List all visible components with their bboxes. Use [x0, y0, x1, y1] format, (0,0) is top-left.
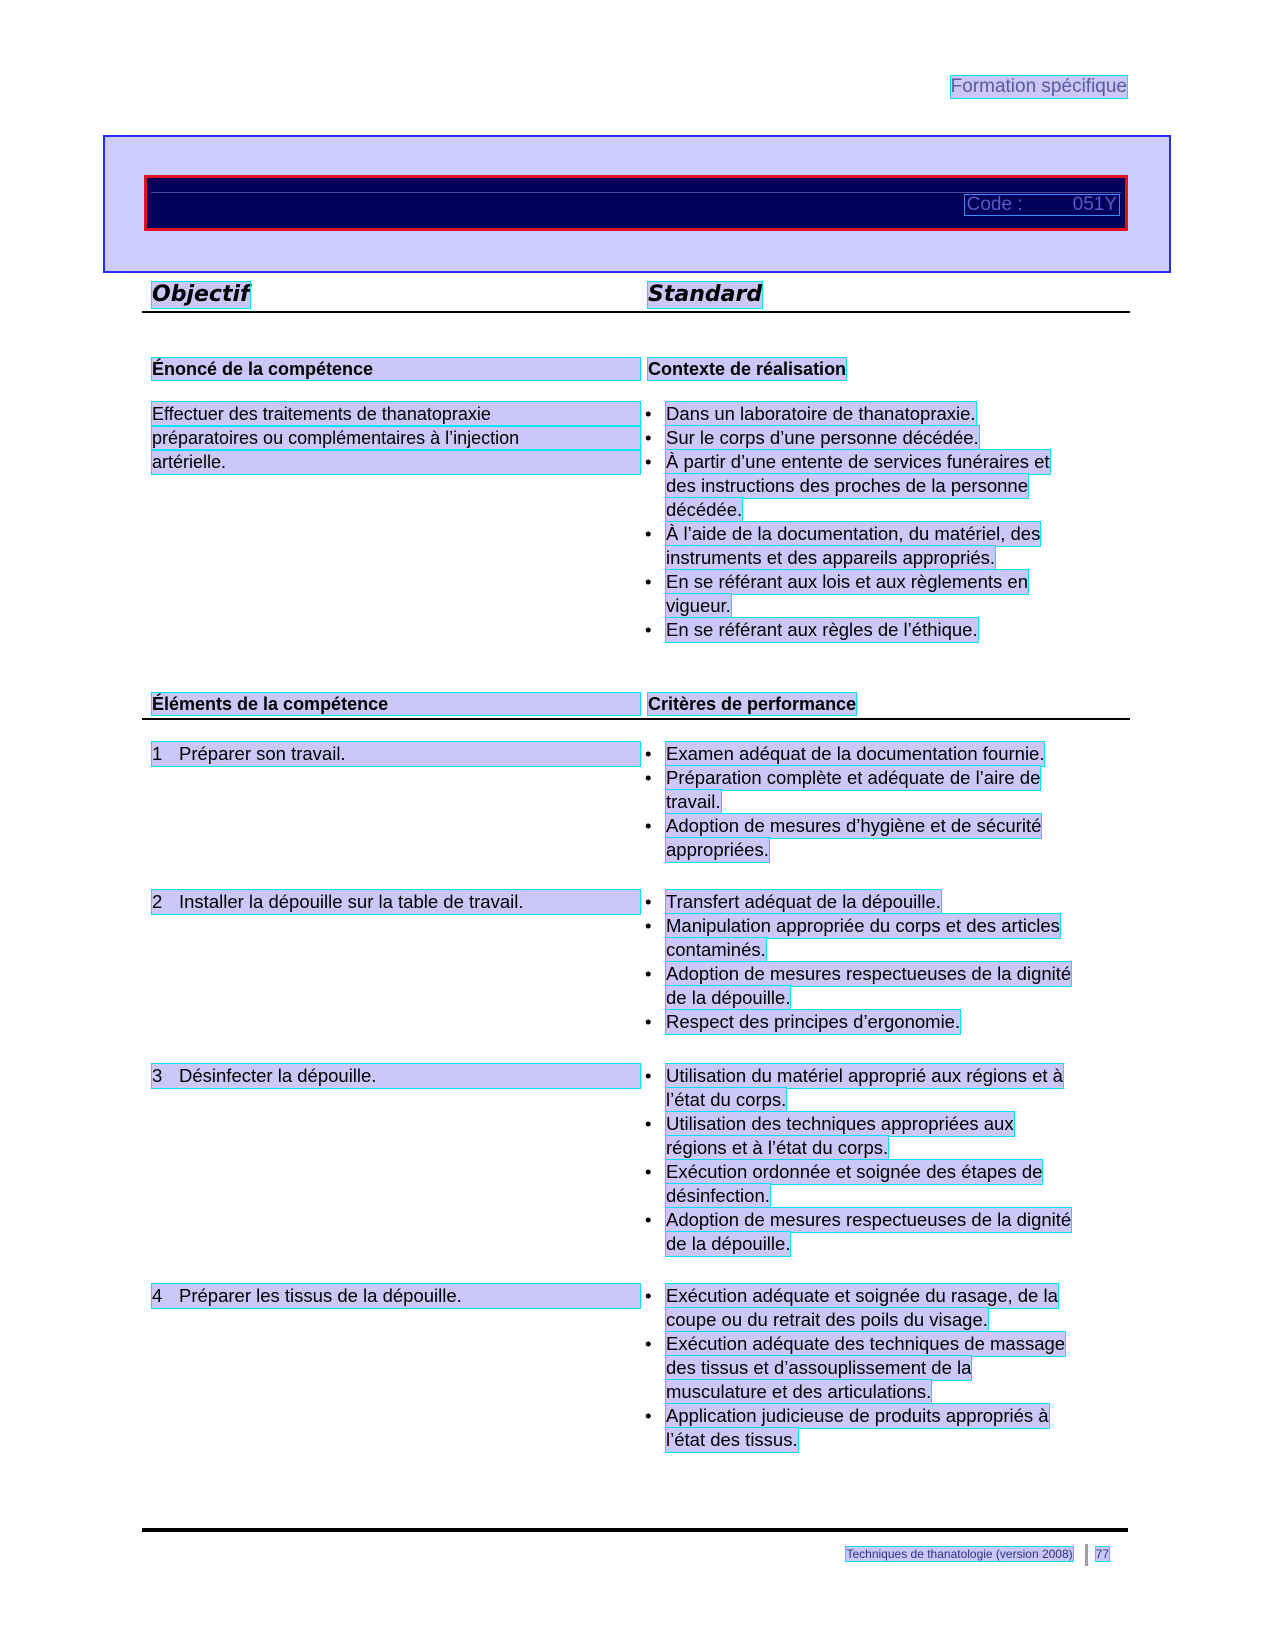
element-label: Désinfecter la dépouille.	[179, 1065, 377, 1086]
item-line: contaminés.	[666, 939, 766, 960]
item-line: Utilisation des techniques appropriées aux	[666, 1113, 1014, 1134]
item-line: travail.	[666, 791, 721, 812]
page-number: 77	[1095, 1547, 1109, 1562]
item-line: À l’aide de la documentation, du matériel, des	[666, 523, 1041, 544]
item-line: Examen adéquat de la documentation fournie.	[666, 743, 1045, 764]
item-line: musculature et des articulations.	[666, 1381, 932, 1402]
element-number: 4	[152, 1285, 163, 1306]
context-title: Contexte de réalisation	[648, 359, 847, 379]
element-row-4	[152, 1284, 640, 1308]
item-line: des instructions des proches de la personne	[666, 475, 1028, 496]
element-number: 2	[152, 891, 163, 912]
list-item: • Adoption de mesures d’hygiène et de sécurité appropriées.	[645, 815, 1042, 860]
item-line: À partir d’une entente de services funéraires et	[666, 451, 1050, 472]
list-item: • Sur le corps d’une personne décédée.	[645, 427, 979, 448]
program-label: Techniques de thanatologie (version 2008)	[846, 1547, 1073, 1562]
item-line: instruments et des appareils appropriés.	[666, 547, 996, 568]
item-line: coupe ou du retrait des poils du visage.	[666, 1309, 988, 1330]
item-line: Manipulation appropriée du corps et des articles	[666, 915, 1060, 936]
list-item: • En se référant aux règles de l’éthique.	[645, 619, 978, 640]
list-item: • Examen adéquat de la documentation fournie.	[645, 743, 1045, 764]
item-line: Adoption de mesures respectueuses de la dignité	[666, 963, 1072, 984]
element-number: 3	[152, 1065, 163, 1086]
item-line: régions et à l’état du corps.	[666, 1137, 889, 1158]
list-item: • En se référant aux lois et aux règlements en vigueur.	[645, 571, 1028, 616]
item-line: désinfection.	[666, 1185, 770, 1206]
list-item: • Adoption de mesures respectueuses de la dignité de la dépouille.	[645, 1209, 1072, 1254]
item-line: Exécution adéquate et soignée du rasage, de la	[666, 1285, 1058, 1306]
statement-line: Effectuer des traitements de thanatopraxie	[152, 402, 640, 426]
item-line: Préparation complète et adéquate de l’aire de	[666, 767, 1041, 788]
criteria-title: Critères de performance	[648, 694, 857, 714]
item-line: Transfert adéquat de la dépouille.	[666, 891, 941, 912]
item-line: de la dépouille.	[666, 987, 791, 1008]
item-line: l’état du corps.	[666, 1089, 787, 1110]
list-item: • Exécution ordonnée et soignée des étapes de désinfection.	[645, 1161, 1043, 1206]
competency-banner-bar	[144, 175, 1128, 231]
list-item: • Adoption de mesures respectueuses de la dignité de la dépouille.	[645, 963, 1072, 1008]
item-line: En se référant aux règles de l’éthique.	[666, 619, 978, 640]
criteria-list-2	[642, 890, 1071, 1034]
item-line: appropriées.	[666, 839, 769, 860]
element-label: Installer la dépouille sur la table de travail.	[179, 891, 524, 912]
item-line: l’état des tissus.	[666, 1429, 798, 1450]
item-line: Adoption de mesures d’hygiène et de sécurité	[666, 815, 1042, 836]
list-item: • Dans un laboratoire de thanatopraxie.	[645, 403, 976, 424]
list-item: • Manipulation appropriée du corps et des articles contaminés.	[645, 915, 1060, 960]
list-item: • Utilisation des techniques appropriées aux régions et à l’état du corps.	[645, 1113, 1014, 1158]
list-item: • Respect des principes d’ergonomie.	[645, 1011, 961, 1032]
statement-title: Énoncé de la compétence	[152, 358, 640, 380]
item-line: Exécution adéquate des techniques de massage	[666, 1333, 1066, 1354]
list-item: • Transfert adéquat de la dépouille.	[645, 891, 941, 912]
footer-separator	[1085, 1544, 1088, 1566]
item-line: Dans un laboratoire de thanatopraxie.	[666, 403, 976, 424]
item-line: Respect des principes d’ergonomie.	[666, 1011, 961, 1032]
statement-line: artérielle.	[152, 450, 640, 474]
element-number: 1	[152, 743, 163, 764]
context-list	[642, 402, 1050, 642]
element-row-3	[152, 1064, 640, 1088]
item-line: Sur le corps d’une personne décédée.	[666, 427, 979, 448]
banner-rule	[151, 192, 1121, 193]
criteria-list-1	[642, 742, 1044, 862]
standard-heading: Standard	[648, 282, 763, 307]
item-line: En se référant aux lois et aux règlements en	[666, 571, 1028, 592]
code-value: 051Y	[1072, 194, 1117, 215]
item-line: Exécution ordonnée et soignée des étapes de	[666, 1161, 1043, 1182]
item-line: Utilisation du matériel approprié aux régions et à	[666, 1065, 1063, 1086]
competency-code	[965, 195, 1119, 215]
criteria-list-3	[642, 1064, 1071, 1256]
item-line: de la dépouille.	[666, 1233, 791, 1254]
list-item: • Exécution adéquate des techniques de massage des tissus et d’assouplissement de la musculature et des articulations.	[645, 1333, 1066, 1402]
element-label: Préparer les tissus de la dépouille.	[179, 1285, 462, 1306]
list-item: • À partir d’une entente de services funéraires et des instructions des proches de la personne décédée.	[645, 451, 1050, 520]
objective-heading: Objectif	[152, 282, 250, 307]
list-item: • Exécution adéquate et soignée du rasage, de la coupe ou du retrait des poils du visage.	[645, 1285, 1058, 1330]
competence-statement	[152, 402, 640, 474]
element-label: Préparer son travail.	[179, 743, 346, 764]
page-footer	[846, 1544, 1109, 1566]
statement-line: préparatoires ou complémentaires à l’injection	[152, 426, 640, 450]
footer-divider	[142, 1528, 1128, 1532]
item-line: vigueur.	[666, 595, 731, 616]
item-line: Application judicieuse de produits appropriés à	[666, 1405, 1049, 1426]
item-line: des tissus et d’assouplissement de la	[666, 1357, 972, 1378]
item-line: décédée.	[666, 499, 743, 520]
list-item: • Préparation complète et adéquate de l’aire de travail.	[645, 767, 1041, 812]
element-row-1	[152, 742, 640, 766]
item-line: Adoption de mesures respectueuses de la dignité	[666, 1209, 1072, 1230]
criteria-list-4	[642, 1284, 1065, 1452]
list-item: • Utilisation du matériel approprié aux régions et à l’état du corps.	[645, 1065, 1063, 1110]
section-label: Formation spécifique	[950, 76, 1127, 97]
list-item: • Application judicieuse de produits appropriés à l’état des tissus.	[645, 1405, 1049, 1450]
list-item: • À l’aide de la documentation, du matériel, des instruments et des appareils appropriés.	[645, 523, 1041, 568]
elements-divider	[142, 718, 1130, 720]
heading-divider	[142, 311, 1130, 313]
elements-title: Éléments de la compétence	[152, 693, 640, 715]
code-label: Code :	[966, 194, 1023, 215]
competency-banner	[103, 135, 1171, 273]
element-row-2	[152, 890, 640, 914]
